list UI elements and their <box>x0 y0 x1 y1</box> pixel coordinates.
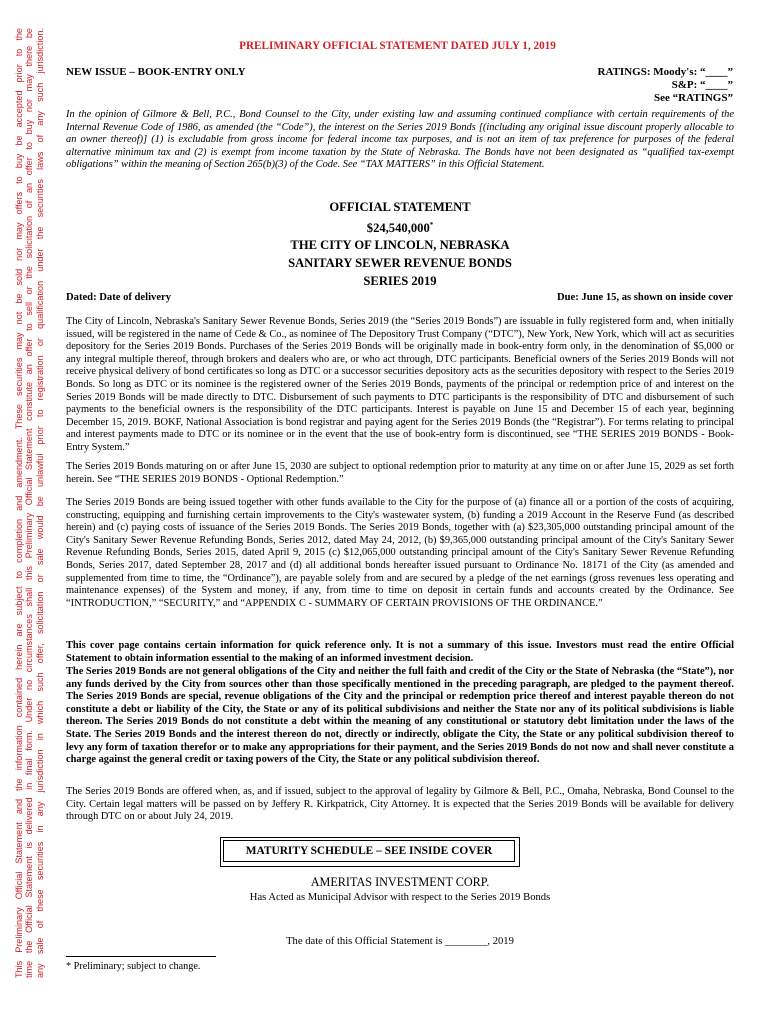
ratings-moodys: RATINGS: Moody's: “____” <box>597 66 733 78</box>
legend-line-3: any sale of these securities in any jurisdiction in which such offer, solicitation or sale would be unlawful prior to registration or qualification under the securities laws of any such jurisdiction. <box>34 28 45 978</box>
dated-label: Dated: Date of delivery <box>66 292 172 303</box>
ratings-sp: S&P: “____” <box>671 79 733 91</box>
ratings-see: See “RATINGS” <box>654 92 733 104</box>
ratings-block <box>598 66 733 105</box>
title-bond-name: SANITARY SEWER REVENUE BONDS <box>288 255 512 270</box>
issue-type: NEW ISSUE – BOOK-ENTRY ONLY <box>66 66 246 78</box>
title-amount-row <box>66 217 734 238</box>
preliminary-mark: * <box>429 220 434 229</box>
title-series: SERIES 2019 <box>363 273 437 288</box>
preliminary-legend <box>14 28 45 978</box>
footnote-rule <box>66 956 216 957</box>
title-official-statement: OFFICIAL STATEMENT <box>329 200 471 214</box>
due-label: Due: June 15, as shown on inside cover <box>557 292 733 303</box>
paragraph-offering: The Series 2019 Bonds are offered when, as, and if issued, subject to the approval of legality by Gilmore & Bell, P.C., Omaha, Nebraska, Bond Counsel to the City. Certain legal matters will be passed on by Jeffery R. Kirkpatrick, City Attorney. It is expected that the Series 2019 Bonds will be available for delivery through DTC on or about July 24, 2019. <box>66 786 734 823</box>
underwriter-name: AMERITAS INVESTMENT CORP. <box>310 875 490 889</box>
legend-line-2: time the Official Statement is delivered in final form. Under no circumstances shall this Preliminary Official Statement constitute an offer to sell or the solicitation of an offer to buy nor may there be <box>24 28 35 978</box>
title-amount: $24,540,000 <box>366 220 430 235</box>
advisor-note: Has Acted as Municipal Advisor with respect to the Series 2019 Bonds <box>249 892 551 903</box>
preliminary-title: PRELIMINARY OFFICIAL STATEMENT DATED JULY 1, 2019 <box>239 40 556 52</box>
paragraph-not-general-obligations: The Series 2019 Bonds are not general obligations of the City and neither the full faith and credit of the City or the State of Nebraska (the “State”), nor any funds derived by the City from sources other than those specifically mentioned in the preceding paragraph, are pledged to the payment thereof. The Series 2019 Bonds are special, revenue obligations of the City and the principal or redemption price thereof and interest payable thereon do not constitute a debt or liability of the City, the State or any of its political subdivisions and neither the State nor any of its political subdivisions is liable thereon. The Series 2019 Bonds do not constitute a debt within the meaning of any constitutional or statutory debt limitation under the laws of the State. The Series 2019 Bonds and the interest thereon do not, directly or indirectly, obligate the City, the State or any political subdivision thereof to levy any form of taxation therefor or to make any appropriations for their payment, and the Series 2019 Bonds do not now and shall never constitute a charge against the general credit or taxing powers of the City, the State or any political subdivision thereof. <box>66 666 734 766</box>
paragraph-quick-reference: This cover page contains certain information for quick reference only. It is not a summary of this issue. Investors must read the entire Official Statement to obtain information essential to the making of an informed investment decision. <box>66 640 734 664</box>
statement-title-block <box>66 199 734 290</box>
footnote: * Preliminary; subject to change. <box>66 961 201 972</box>
tax-opinion: In the opinion of Gilmore & Bell, P.C., Bond Counsel to the City, under existing law and assuming continued compliance with certain requirements of the Internal Revenue Code of 1986, as amended (the “Code”), the interest on the Series 2019 Bonds [(including any original issue discount properly allocable to an owner thereof)] (1) is excludable from gross income for federal income tax purposes, and is not an item of tax preference for purposes of the federal alternative minimum tax and (2) is exempt from income taxation by the State of Nebraska. The Bonds have not been designated as “qualified tax-exempt obligations” within the meaning of Section 265(b)(3) of the Code. See “TAX MATTERS” in this Official Statement. <box>66 109 734 171</box>
paragraph-book-entry: The City of Lincoln, Nebraska's Sanitary Sewer Revenue Bonds, Series 2019 (the “Series 2019 Bonds”) are issuable in fully registered form and, when initially issued, will be registered in the name of Cede & Co., as nominee of The Depository Trust Company (“DTC”), New York, New York, which will act as securities depository for the Series 2019 Bonds. Purchases of the Series 2019 Bonds will be originally made in book-entry form only, in the denomination of $5,000 or any integral multiple thereof, through brokers and dealers who are, or who act through, DTC participants. Beneficial owners of the Series 2019 Bonds will not receive physical delivery of bond certificates so long as DTC or a successor securities depository acts as the securities depository with respect to the Series 2019 Bonds. So long as DTC or its nominee is the registered owner of the Series 2019 Bonds, payments of the principal or redemption price of and interest on the Series 2019 Bonds will be made directly to DTC. Disbursement of such payments to DTC participants is the responsibility of DTC and disbursement of such payments to the beneficial owners is the responsibility of the DTC participants. Interest is payable on June 15 and December 15 of each year, beginning December 15, 2019. BOKF, National Association is bond registrar and paying agent for the Series 2019 Bonds (the “Registrar”). For terms relating to principal and interest payments made to DTC or its nominee or in the event that the use of book-entry form is discontinued, see “THE SERIES 2019 BONDS - Book-Entry System.” <box>66 316 734 453</box>
paragraph-redemption: The Series 2019 Bonds maturing on or after June 15, 2030 are subject to optional redemption prior to maturity at any time on or after June 15, 2029 as set forth herein. See “THE SERIES 2019 BONDS - Optional Redemption.” <box>66 461 734 485</box>
statement-date-line: The date of this Official Statement is ________, 2019 <box>286 936 514 947</box>
paragraph-purpose: The Series 2019 Bonds are being issued together with other funds available to the City for the purpose of (a) finance all or a portion of the costs of acquiring, constructing, equipping and furnishing certain improvements to the City's wastewater system, (b) funding a 2019 Account in the Reserve Fund (as described herein) and (c) paying costs of issuance of the Series 2019 Bonds. The Series 2019 Bonds, together with (a) $23,305,000 outstanding principal amount of the City's Sanitary Sewer Revenue Refunding Bonds, Series 2012, dated May 24, 2012, (b) $9,365,000 outstanding principal amount of the City's Sanitary Sewer Revenue Refunding Bonds, Series 2015, dated April 9, 2015 (c) $12,065,000 outstanding principal amount of the City's Sanitary Sewer Revenue Refunding Bonds, Series 2017, dated September 28, 2017 and (d) all additional bonds hereafter issued pursuant to Ordinance No. 18171 of the City (as amended and supplemented from time to time, the “Ordinance”), are payable solely from and are secured by a pledge of the net earnings (gross revenues less operating and maintenance expenses) of the System and money, if any, from time to time on deposit in certain funds and accounts created by the Ordinance. See “INTRODUCTION,” “SECURITY,” and “APPENDIX C - SUMMARY OF CERTAIN PROVISIONS OF THE ORDINANCE.” <box>66 497 734 609</box>
legend-line-1: This Preliminary Official Statement and the information contained herein are subject to completion and amendment. These securities may not be sold nor may offers to buy be accepted prior to the <box>14 28 24 978</box>
title-issuer: THE CITY OF LINCOLN, NEBRASKA <box>290 238 510 253</box>
maturity-schedule-box: MATURITY SCHEDULE – SEE INSIDE COVER <box>223 840 515 862</box>
